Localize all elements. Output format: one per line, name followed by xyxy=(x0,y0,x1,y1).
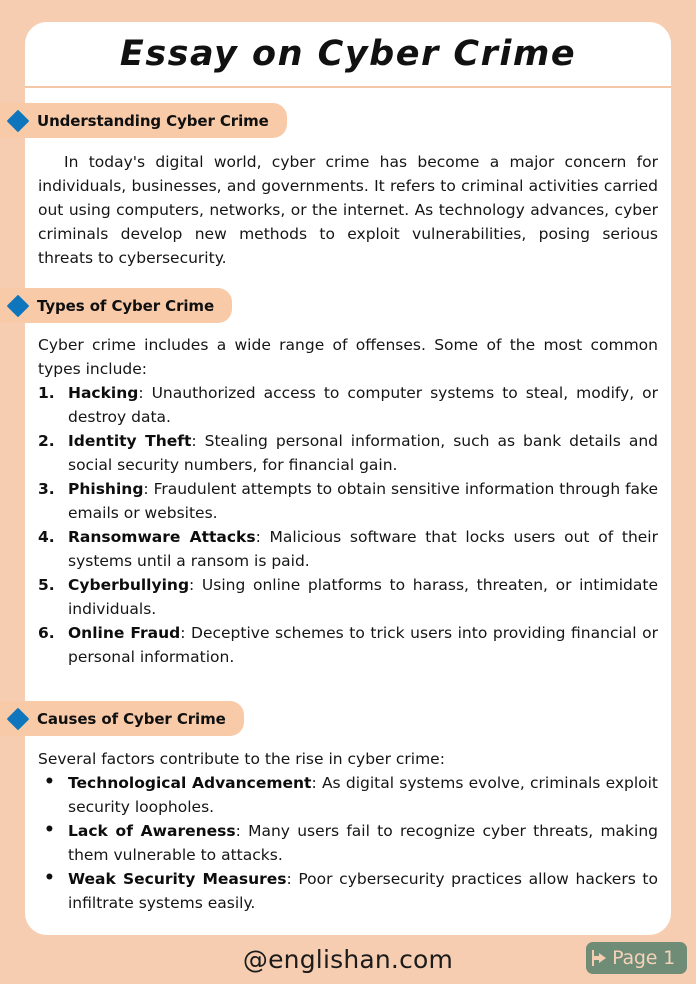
page-number-label: Page 1 xyxy=(612,947,675,969)
causes-list xyxy=(38,771,658,915)
list-item xyxy=(38,867,658,915)
list-item-term: Technological Advancement xyxy=(68,774,312,792)
types-list xyxy=(38,381,658,669)
list-item-text: : Using online platforms to harass, threaten, or intimidate individuals. xyxy=(68,576,658,618)
list-item xyxy=(38,819,658,867)
intro-paragraph: In today's digital world, cyber crime has become a major concern for individuals, businesses, and governments. It refers to criminal activities carried out using computers, networks, or the internet. As technology advances, cyber criminals develop new methods to exploit vulnerabilities, posing serious threats to cybersecurity. xyxy=(38,153,658,267)
section-heading-causes-of-cyber-crime[interactable] xyxy=(0,701,244,736)
list-item xyxy=(38,573,658,621)
site-watermark: @englishan.com xyxy=(242,945,454,974)
list-item-term: Online Fraud xyxy=(68,624,181,642)
list-marker: 2. xyxy=(38,432,55,450)
list-marker: • xyxy=(44,772,55,792)
list-item-text: : Unauthorized access to computer systems to steal, modify, or destroy data. xyxy=(68,384,658,426)
list-item-term: Weak Security Measures xyxy=(68,870,287,888)
section-body-types-of-cyber-crime xyxy=(38,333,658,669)
list-item xyxy=(38,477,658,525)
list-item-term: Ransomware Attacks xyxy=(68,528,256,546)
section-heading-label: Causes of Cyber Crime xyxy=(37,709,226,728)
list-item-text: : Many users fail to recognize cyber threats, making them vulnerable to attacks. xyxy=(68,822,658,864)
list-item-term: Phishing xyxy=(68,480,144,498)
title-zone xyxy=(25,22,671,86)
section-body-understanding-cyber-crime xyxy=(38,150,658,270)
section-heading-label: Types of Cyber Crime xyxy=(37,296,215,315)
list-item xyxy=(38,429,658,477)
page-footer xyxy=(0,935,696,984)
chevron-right-icon xyxy=(590,948,608,968)
list-item-text: : Fraudulent attempts to obtain sensitive information through fake emails or websites. xyxy=(68,480,659,522)
diamond-bullet-icon xyxy=(7,707,30,730)
page-title: Essay on Cyber Crime xyxy=(119,34,577,74)
list-item-term: Identity Theft xyxy=(68,432,192,450)
list-item xyxy=(38,771,658,819)
list-marker: 5. xyxy=(38,576,55,594)
list-item-text: : Stealing personal information, such as bank details and social security numbers, for financial gain. xyxy=(68,432,658,474)
diamond-bullet-icon xyxy=(7,294,30,317)
list-marker: 1. xyxy=(38,384,55,402)
diamond-bullet-icon xyxy=(7,109,30,132)
list-marker: • xyxy=(44,868,55,888)
section-heading-understanding-cyber-crime[interactable] xyxy=(0,103,287,138)
list-item-text: : Poor cybersecurity practices allow hackers to infiltrate systems easily. xyxy=(68,870,658,912)
list-marker: 3. xyxy=(38,480,55,498)
list-marker: 4. xyxy=(38,528,55,546)
list-item-text: : Deceptive schemes to trick users into providing financial or personal information. xyxy=(68,624,658,666)
title-divider xyxy=(25,86,671,88)
section-intro: Several factors contribute to the rise in cyber crime: xyxy=(38,750,445,768)
list-item xyxy=(38,381,658,429)
list-item-text: : As digital systems evolve, criminals exploit security loopholes. xyxy=(68,774,659,816)
page-number-badge xyxy=(586,942,687,974)
list-item-term: Hacking xyxy=(68,384,139,402)
section-intro: Cyber crime includes a wide range of offenses. Some of the most common types include: xyxy=(38,336,658,378)
section-heading-label: Understanding Cyber Crime xyxy=(37,111,269,130)
list-marker: • xyxy=(44,820,55,840)
list-item xyxy=(38,525,658,573)
list-marker: 6. xyxy=(38,624,55,642)
list-item-term: Cyberbullying xyxy=(68,576,190,594)
section-heading-types-of-cyber-crime[interactable] xyxy=(0,288,232,323)
list-item xyxy=(38,621,658,669)
section-body-causes-of-cyber-crime xyxy=(38,747,658,915)
list-item-text: : Malicious software that locks users out of their systems until a ransom is paid. xyxy=(68,528,658,570)
list-item-term: Lack of Awareness xyxy=(68,822,236,840)
